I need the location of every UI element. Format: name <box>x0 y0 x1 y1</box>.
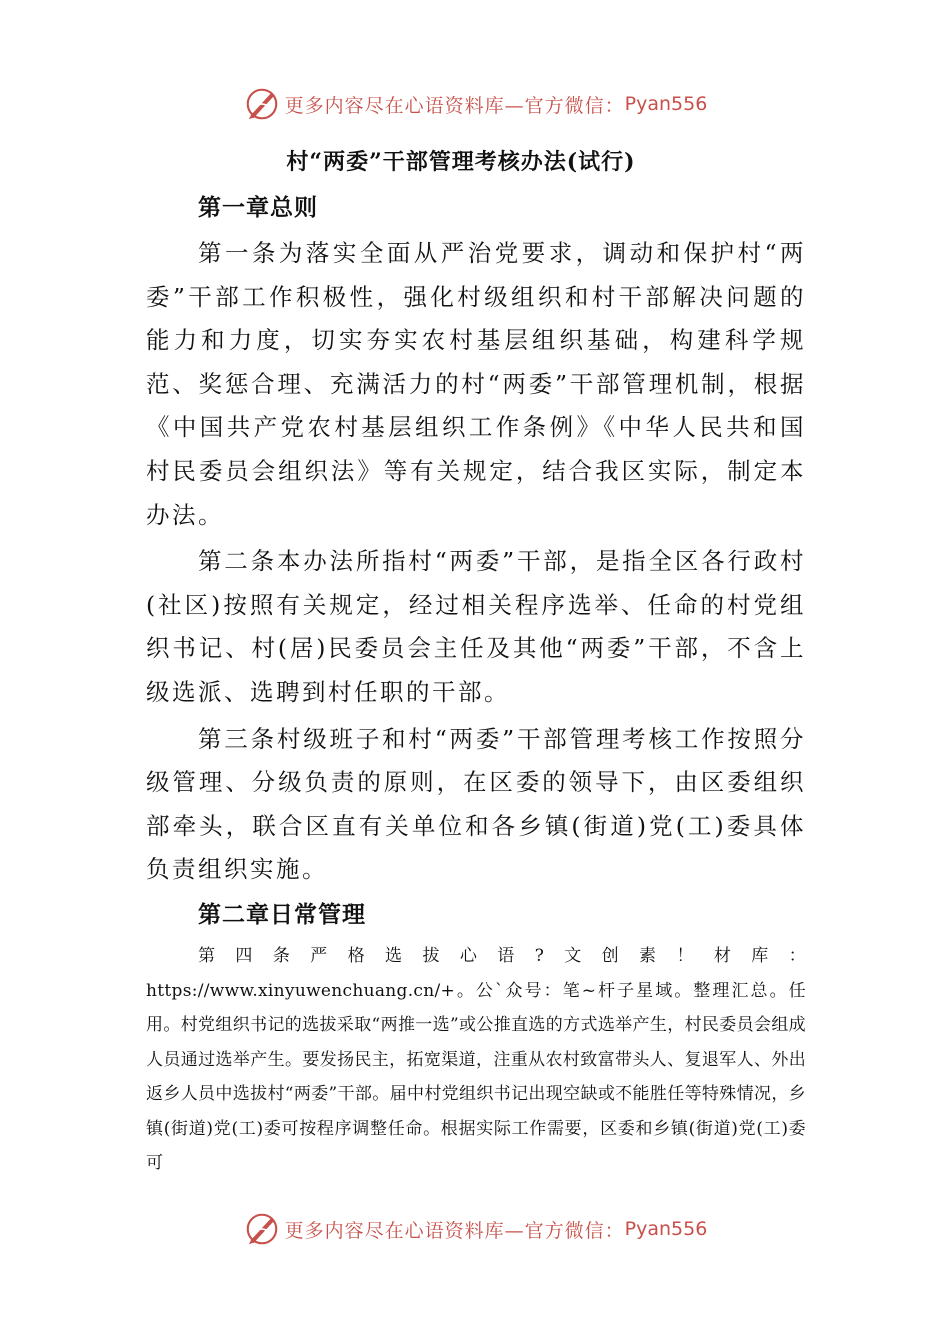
chapter-2-heading: 第二章日常管理 <box>198 900 366 928</box>
header-banner-text: 更多内容尽在心语资料库—官方微信： <box>284 94 625 117</box>
article-4: 第四条严格选拔心语?文创素！材库：https://www.xinyuwenchuang.cn/+。公`众号：笔~杆子星域。整理汇总。任用。村党组织书记的选拔采取“两推一选”或公推直选的方式选举产生，村民委员会组成人员通过选举产生。要发扬民主，拓宽渠道，注重从农村致富带头人、复退军人、外出返乡人员中选拔村“两委”干部。届中村党组织书记出现空缺或不能胜任等特殊情况，乡镇(街道)党(工)委可按程序调整任命。根据实际工作需要，区委和乡镇(街道)党(工)委可 <box>146 945 806 1174</box>
pen-logo-icon <box>243 1210 281 1248</box>
article-3: 第三条村级班子和村“两委”干部管理考核工作按照分级管理、分级负责的原则，在区委的领导下，由区委组织部牵头，联合区直有关单位和各乡镇(街道)党(工)委具体负责组织实施。 <box>146 724 806 884</box>
chapter-1-heading: 第一章总则 <box>198 194 318 221</box>
footer-banner-text: 更多内容尽在心语资料库—官方微信： <box>284 1219 625 1242</box>
document-body <box>146 140 806 1184</box>
header-banner <box>0 84 950 124</box>
footer-wechat-id: Pyan556 <box>624 1218 708 1240</box>
footer-banner <box>0 1209 950 1249</box>
pen-logo-icon <box>243 85 281 123</box>
header-wechat-id: Pyan556 <box>624 93 708 115</box>
article-2: 第二条本办法所指村“两委”干部，是指全区各行政村(社区)按照有关规定，经过相关程序选举、任命的村党组织书记、村(居)民委员会主任及其他“两委”干部，不含上级选派、选聘到村任职的干部。 <box>146 547 806 706</box>
article-1: 第一条为落实全面从严治党要求，调动和保护村“两委”干部工作积极性，强化村级组织和村干部解决问题的能力和力度，切实夯实农村基层组织基础，构建科学规范、奖惩合理、充满活力的村“两委”干部管理机制，根据《中国共产党农村基层组织工作条例》《中华人民共和国村民委员会组织法》等有关规定，结合我区实际，制定本办法。 <box>146 239 806 529</box>
document-title: 村“两委”干部管理考核办法(试行) <box>286 149 636 175</box>
